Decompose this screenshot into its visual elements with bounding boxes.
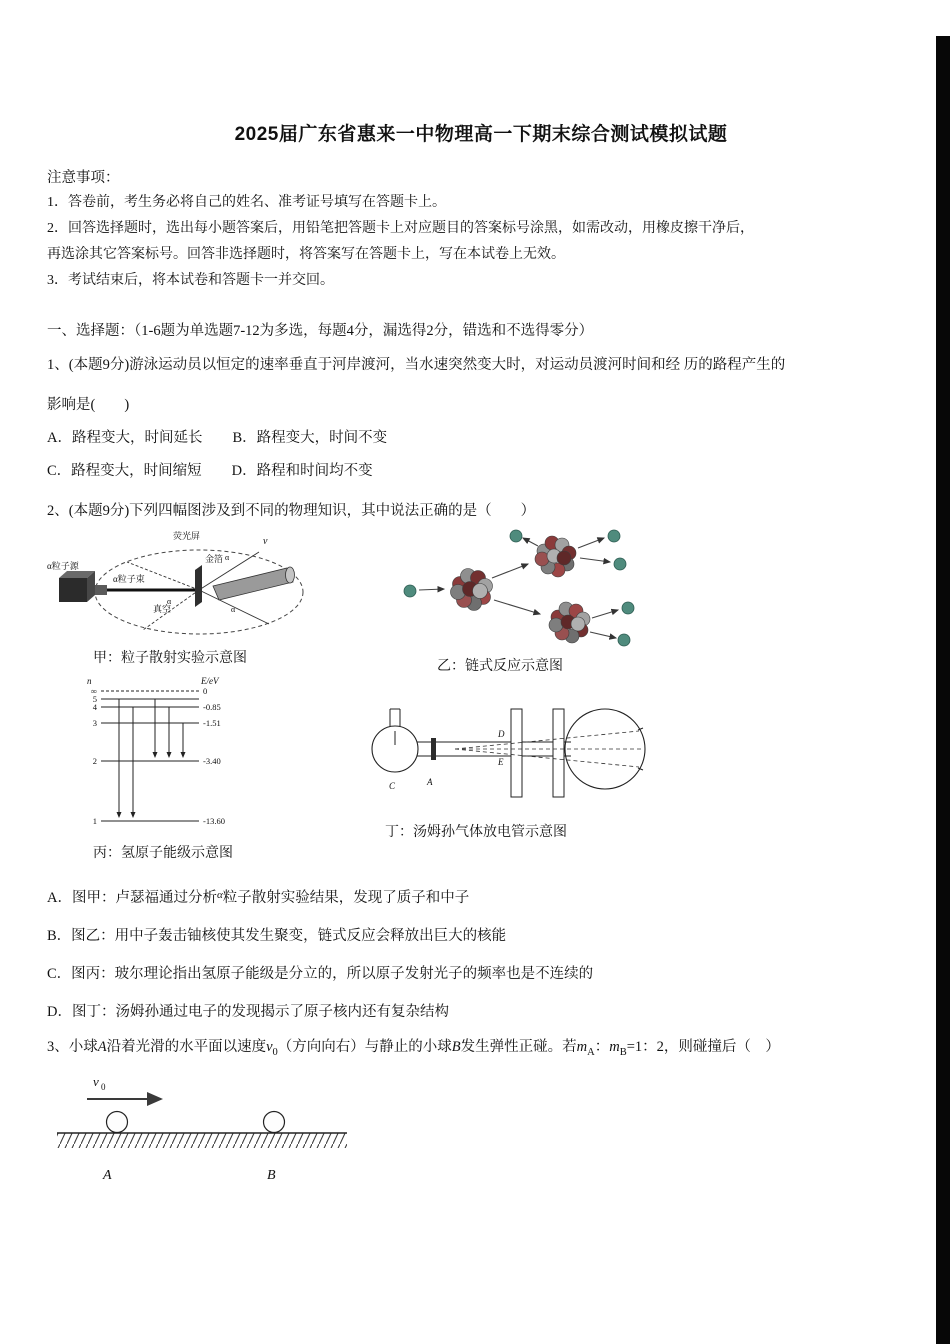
question-1-options-cd [47, 460, 915, 482]
nucleus-cluster-bottom-right [549, 602, 590, 643]
document-content [47, 106, 915, 1187]
alpha-beam-label: α粒子束 [113, 573, 145, 584]
ball-b [264, 1111, 285, 1132]
page-title: 2025届广东省惠来一中物理高一下期末综合测试模拟试题 [234, 123, 728, 145]
anode-disk [431, 738, 436, 760]
scan-edge-artifact [936, 36, 950, 1344]
q3-mass-a-sub: A [587, 1046, 595, 1058]
energy-level-lines [101, 691, 199, 821]
level-label-2: 2 [92, 755, 97, 766]
section-1-heading: 一、选择题：（1-6题为单选题7-12为多选，每题4分，漏选得2分，错选和不选得零分） [47, 322, 594, 339]
ball-a [107, 1111, 128, 1132]
figure-discharge-tube-caption: 丁：汤姆孙气体放电管示意图 [385, 824, 567, 840]
alpha-symbol-1: α [225, 552, 230, 562]
question-2-option-a [47, 884, 915, 909]
left-bulb [372, 709, 418, 772]
plate-d-label: D [498, 728, 505, 739]
question-3-stem [47, 1036, 915, 1064]
question-2-option-c: C．图丙：玻尔理论指出氢原子能级是分立的，所以原子发射光子的频率也是不连续的 [47, 965, 594, 982]
neutrons [404, 530, 634, 646]
q3-velocity-var: v [266, 1038, 273, 1055]
alpha-symbol: α [216, 888, 223, 901]
level-label-5: 5 [92, 693, 97, 704]
q3-text-4: 发生弹性正碰。若 [460, 1038, 577, 1055]
figure-chain-reaction-caption: 乙：链式反应示意图 [437, 658, 563, 674]
alpha-source-box [59, 571, 107, 602]
alpha-symbol-2: α [231, 604, 236, 614]
question-2-figures [47, 526, 915, 868]
figure-alpha-scattering [47, 528, 319, 669]
figure-energy-levels-caption: 丙：氢原子能级示意图 [93, 845, 233, 861]
alpha-source-label: α粒子源 [47, 560, 79, 571]
figure-energy-levels [83, 674, 245, 864]
question-1-option-b: B．路程变大，时间不变 [232, 429, 388, 446]
notice-item-1: 1．答卷前，考生务必将自己的姓名、准考证号填写在答题卡上。 [47, 194, 446, 210]
level-label-inf: ∞ [90, 685, 97, 696]
question-1 [47, 354, 915, 482]
question-1-option-a: A．路程变大，时间延长 [47, 429, 203, 446]
q3-text-6: =1：2，则碰撞后（ ） [626, 1038, 780, 1055]
chain-reaction-svg [392, 526, 670, 654]
energy-value-085: -0.85 [203, 701, 221, 712]
question-2-option-d: D．图丁：汤姆孙通过电子的发现揭示了原子核内还有复杂结构 [47, 1003, 449, 1020]
ground-surface [57, 1133, 347, 1148]
vacuum-label: 真空 [153, 603, 172, 614]
plate-e-label: E [498, 756, 504, 767]
notice-item-3: 3．考试结束后，将本试卷和答题卡一并交回。 [47, 272, 334, 288]
q3-velocity-sub: 0 [272, 1046, 278, 1058]
level-label-3: 3 [92, 717, 97, 728]
level-label-1: 1 [92, 815, 97, 826]
v-label: v [263, 535, 268, 547]
notice-item-2-line-2: 再选涂其它答案标号。回答非选择题时，将答案写在答题卡上，写在本试卷上无效。 [47, 246, 565, 262]
option-a-text-cont: 粒子散射实验结果，发现了质子和中子 [222, 889, 470, 906]
electrode-a-label: A [427, 776, 433, 787]
v0-subscript: 0 [101, 1081, 106, 1092]
nucleus-cluster-top-right [535, 536, 576, 577]
v0-label: v [93, 1073, 99, 1089]
q3-ball-a-var: A [97, 1038, 107, 1055]
fluorescent-screen-label: 荧光屏 [173, 530, 201, 541]
q3-text-1: 3、小球 [47, 1038, 98, 1055]
notice-item-2-line-1: 2．回答选择题时，选出每小题答案后，用铅笔把答题卡上对应题目的答案标号涂黑，如需改动，用橡皮擦干净后， [47, 220, 754, 236]
question-2-option-b: B．图乙：用中子轰击铀核使其发生聚变，链式反应会释放出巨大的核能 [47, 927, 507, 944]
n-axis-label: n [87, 675, 92, 686]
figure-discharge-tube [357, 697, 653, 843]
q3-mass-b-var: m [609, 1038, 620, 1055]
ball-a-label: A [103, 1167, 112, 1183]
microscope-tube [213, 567, 295, 600]
gold-foil-label: 金箔 [205, 553, 224, 564]
beam-dashed-paths [455, 728, 643, 767]
energy-value-151: -1.51 [203, 717, 221, 728]
question-1-options-ab [47, 427, 915, 449]
energy-value-340: -3.40 [203, 755, 221, 766]
energy-value-1360: -13.60 [203, 815, 225, 826]
option-a-text: A．图甲：卢瑟福通过分析 [47, 889, 217, 906]
question-2 [47, 500, 915, 1023]
level-label-4: 4 [92, 701, 97, 712]
figure-alpha-scattering-caption: 甲：粒子散射实验示意图 [93, 650, 247, 666]
deflection-plates [511, 709, 564, 797]
nucleus-cluster-left [451, 568, 493, 610]
q3-mass-b-sub: B [619, 1046, 627, 1058]
notice-item-2 [47, 216, 915, 268]
alpha-scattering-svg [47, 528, 319, 646]
ball-b-label: B [267, 1167, 276, 1183]
level-number-labels [91, 686, 98, 826]
question-2-stem: 2、(本题9分)下列四幅图涉及到不同的物理知识，其中说法正确的是（ ） [47, 502, 536, 519]
energy-value-0: 0 [203, 685, 208, 696]
discharge-tube-svg [357, 697, 653, 809]
alpha-symbol-3: α [167, 596, 172, 606]
figure-chain-reaction [392, 526, 670, 677]
notice-heading: 注意事项： [47, 169, 120, 186]
q3-text-5: ： [594, 1038, 610, 1055]
question-3-figure [53, 1069, 915, 1187]
q3-text-3: （方向向右）与静止的小球 [277, 1038, 452, 1055]
q3-mass-a-var: m [576, 1038, 588, 1055]
transition-arrows [119, 699, 183, 817]
question-1-stem-line-2: 影响是( ) [47, 396, 130, 413]
energy-value-labels [203, 686, 225, 826]
question-1-option-c: C．路程变大，时间缩短 [47, 462, 202, 479]
q3-ball-b-var: B [451, 1038, 461, 1055]
question-1-option-d: D．路程和时间均不变 [231, 462, 373, 479]
collision-figure-svg [53, 1069, 353, 1187]
electrode-c-label: C [389, 780, 396, 791]
question-3 [47, 1036, 915, 1187]
q3-text-2: 沿着光滑的水平面以速度 [106, 1038, 267, 1055]
energy-levels-svg [83, 674, 245, 838]
energy-axis-label: E/eV [201, 675, 219, 686]
question-1-stem-line-1: 1、(本题9分)游泳运动员以恒定的速率垂直于河岸渡河，当水速突然变大时，对运动员渡河时间和经 历的路程产生的 [47, 356, 786, 373]
gold-foil [195, 565, 202, 607]
